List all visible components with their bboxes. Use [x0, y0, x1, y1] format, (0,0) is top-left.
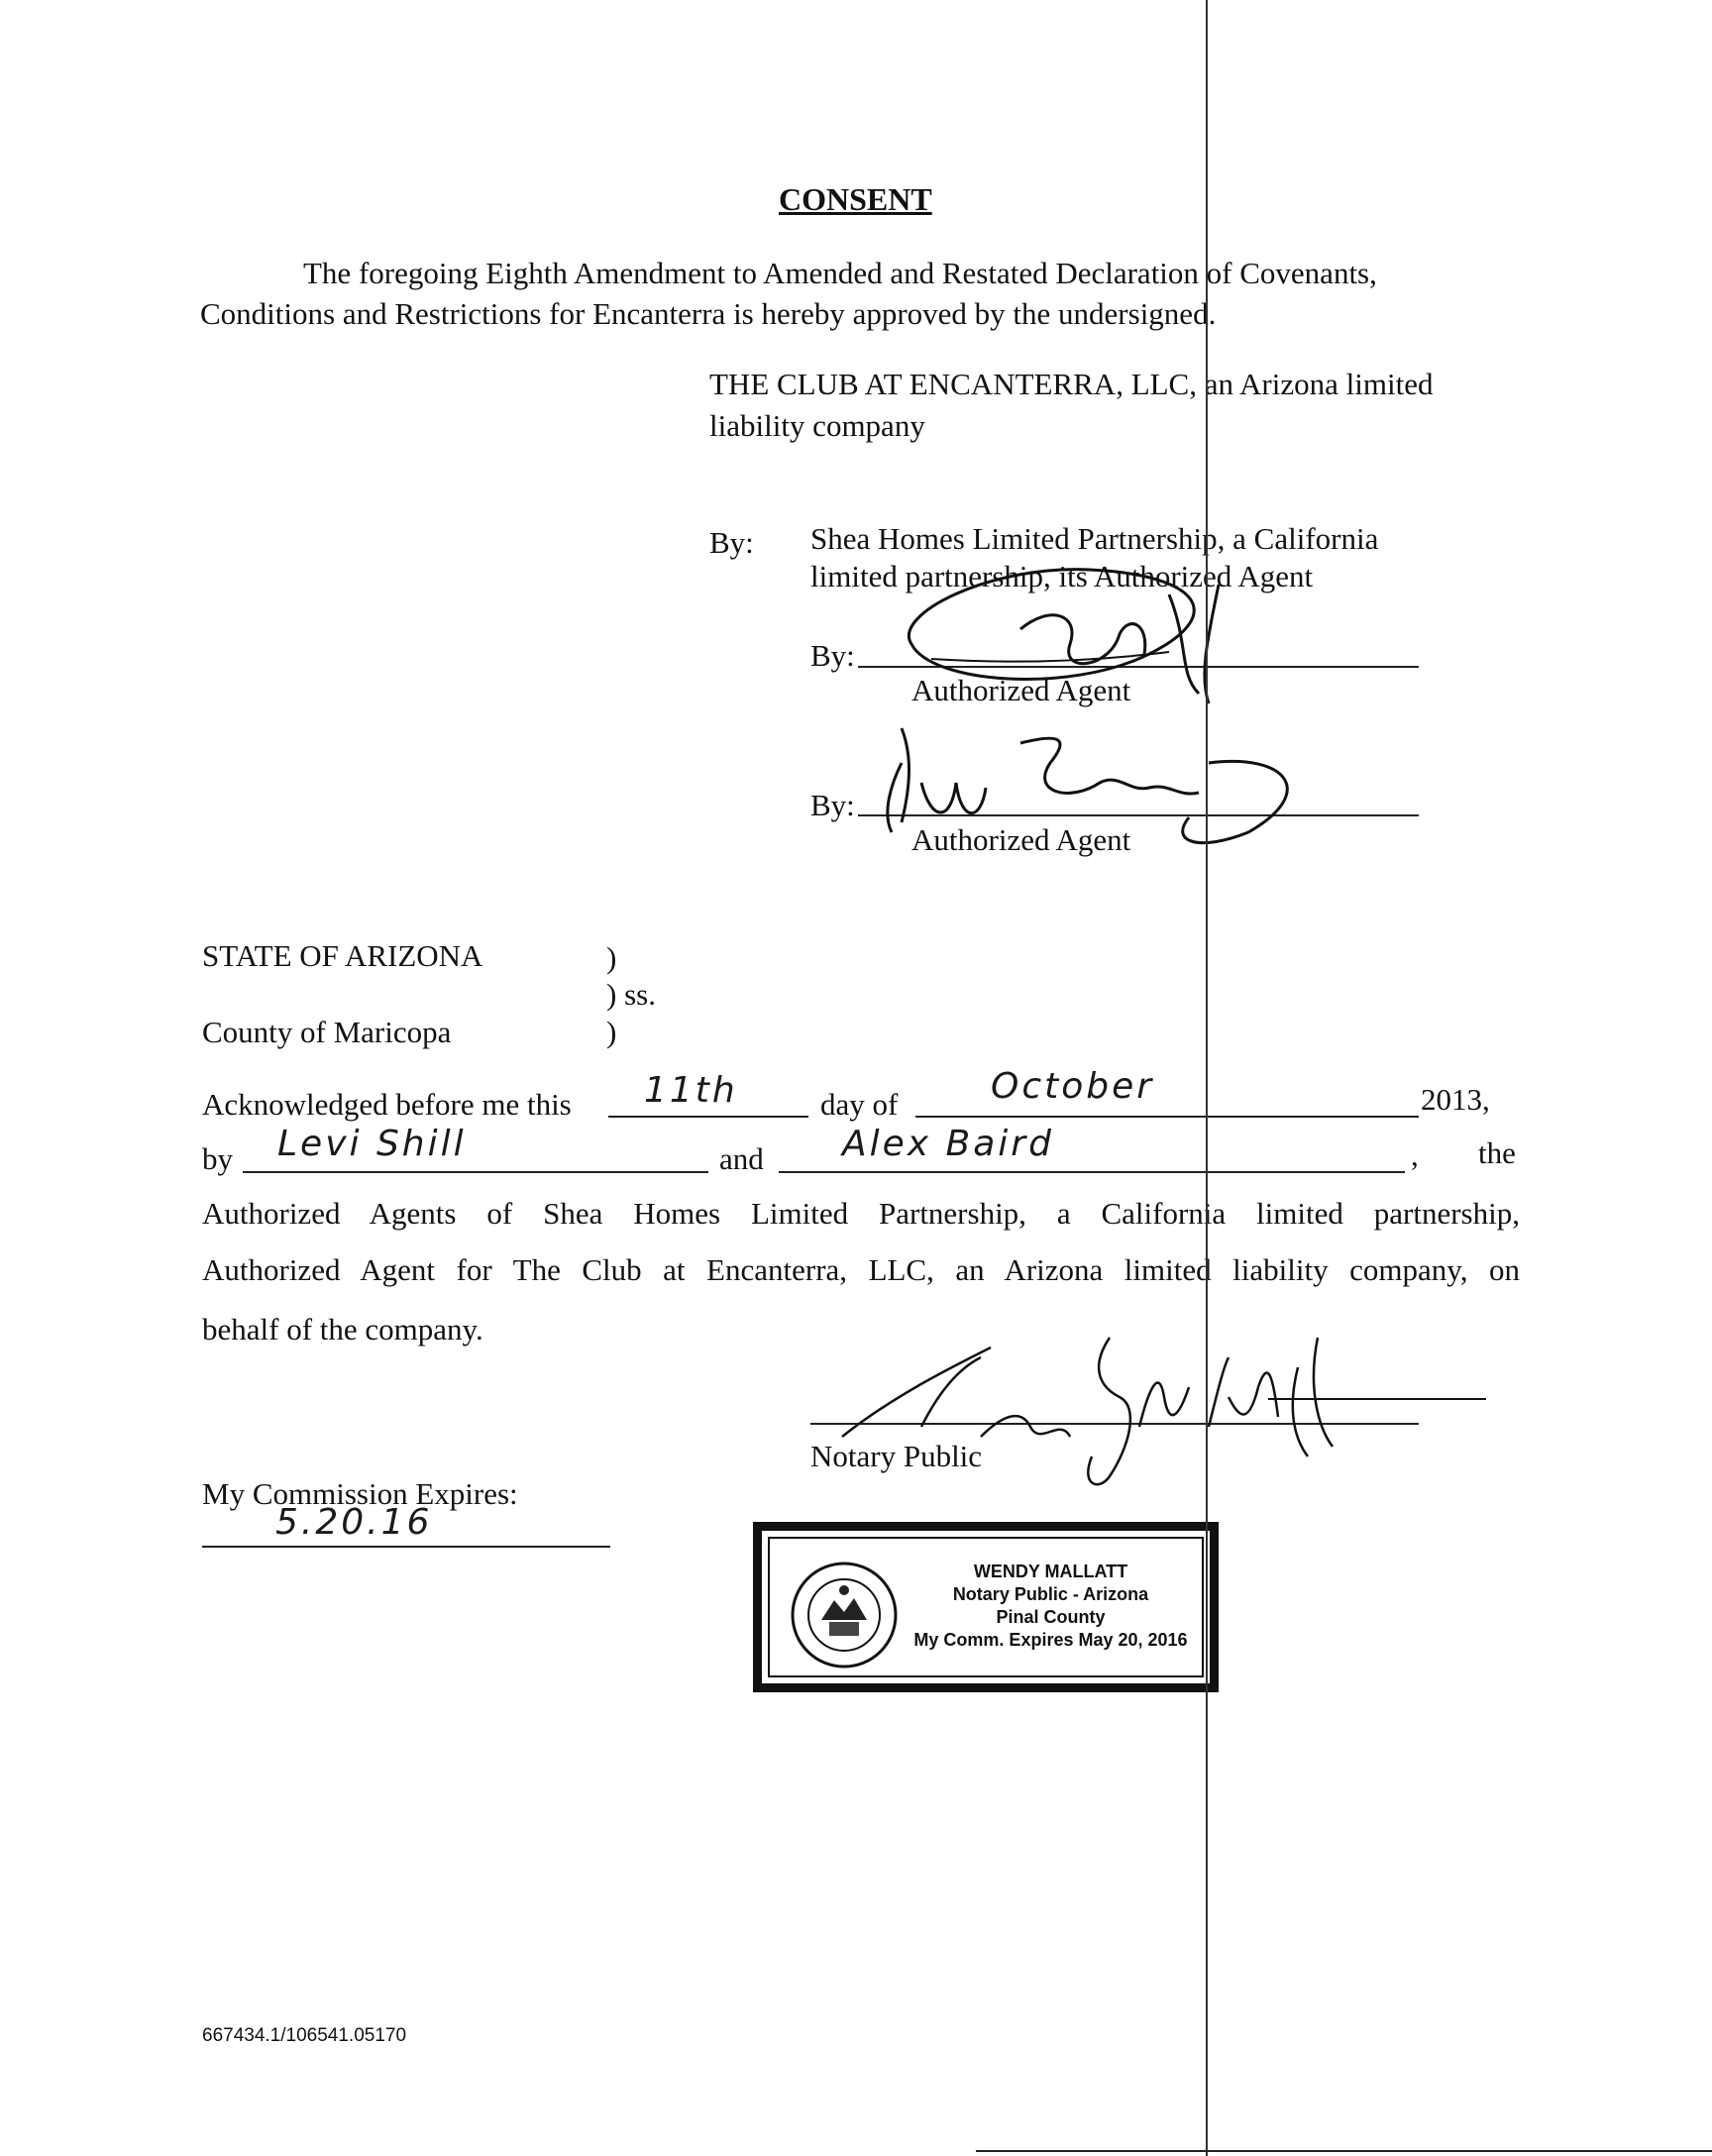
commission-date: 5.20.16	[275, 1502, 433, 1543]
company-name-line-1: THE CLUB AT ENCANTERRA, LLC, an Arizona limited	[709, 367, 1434, 401]
ack-name2-value: Alex Baird	[842, 1124, 1054, 1164]
stamp-title: Notary Public - Arizona	[952, 1584, 1149, 1604]
document-title: CONSENT	[779, 181, 932, 217]
ack-prefix: Acknowledged before me this	[202, 1087, 572, 1122]
ack-line-3: Authorized Agents of Shea Homes Limited Partnership, a California limited partnership,	[202, 1196, 1520, 1231]
by-label: By:	[709, 525, 754, 560]
ack-name1-line	[243, 1171, 708, 1173]
arizona-seal-icon	[790, 1561, 899, 1670]
intro-line-1: The foregoing Eighth Amendment to Amended and Restated Declaration of Covenants,	[303, 256, 1377, 290]
venue-paren-2: )	[606, 1015, 617, 1049]
ack-comma: ,	[1411, 1137, 1419, 1172]
commission-date-line	[202, 1546, 610, 1548]
entity-line-2: limited partnership, its Authorized Agent	[810, 559, 1314, 593]
ack-by: by	[202, 1141, 233, 1176]
notary-label: Notary Public	[810, 1439, 983, 1473]
ack-day-line	[608, 1116, 808, 1118]
signer1-signature	[872, 555, 1288, 713]
venue-paren-1: )	[606, 940, 617, 975]
signer2-title: Authorized Agent	[911, 822, 1131, 857]
ack-day-of: day of	[820, 1087, 899, 1122]
ack-month-line	[915, 1116, 1419, 1118]
stamp-border	[768, 1537, 1204, 1677]
notary-signature	[832, 1328, 1347, 1496]
ack-line-5: behalf of the company.	[202, 1312, 483, 1347]
ack-line-4: Authorized Agent for The Club at Encanterra, LLC, an Arizona limited liability company, on	[202, 1252, 1520, 1287]
company-name-line-2: liability company	[709, 408, 925, 443]
stamp-county: Pinal County	[996, 1607, 1106, 1627]
commission-label: My Commission Expires:	[202, 1476, 518, 1511]
ack-day-value: 11th	[644, 1070, 738, 1111]
stamp-name: WENDY MALLATT	[973, 1562, 1128, 1581]
venue-ss: ) ss.	[606, 977, 656, 1012]
notary-stamp	[753, 1522, 1219, 1692]
signer2-signature	[872, 723, 1308, 862]
stamp-expires: My Comm. Expires May 20, 2016	[913, 1630, 1188, 1650]
stamp-text	[904, 1561, 1198, 1652]
intro-line-2: Conditions and Restrictions for Encanterra is hereby approved by the undersigned.	[200, 296, 1217, 331]
entity-line-1: Shea Homes Limited Partnership, a California	[810, 521, 1379, 556]
ack-and: and	[719, 1141, 764, 1176]
ack-year: 2013,	[1421, 1082, 1490, 1117]
venue-county: County of Maricopa	[202, 1015, 452, 1049]
signer1-by-label: By:	[810, 638, 855, 673]
ack-name1-value: Levi Shill	[277, 1124, 467, 1164]
venue-state: STATE OF ARIZONA	[202, 938, 483, 973]
ack-the: the	[1478, 1135, 1516, 1170]
signer1-title: Authorized Agent	[911, 673, 1131, 707]
scan-artifact-line	[1206, 0, 1208, 2156]
document-number: 667434.1/106541.05170	[202, 2025, 407, 2046]
ack-month-value: October	[991, 1066, 1155, 1107]
signer2-by-label: By:	[810, 788, 855, 822]
scan-artifact-bottom-line	[976, 2150, 1712, 2152]
ack-name2-line	[779, 1171, 1405, 1173]
